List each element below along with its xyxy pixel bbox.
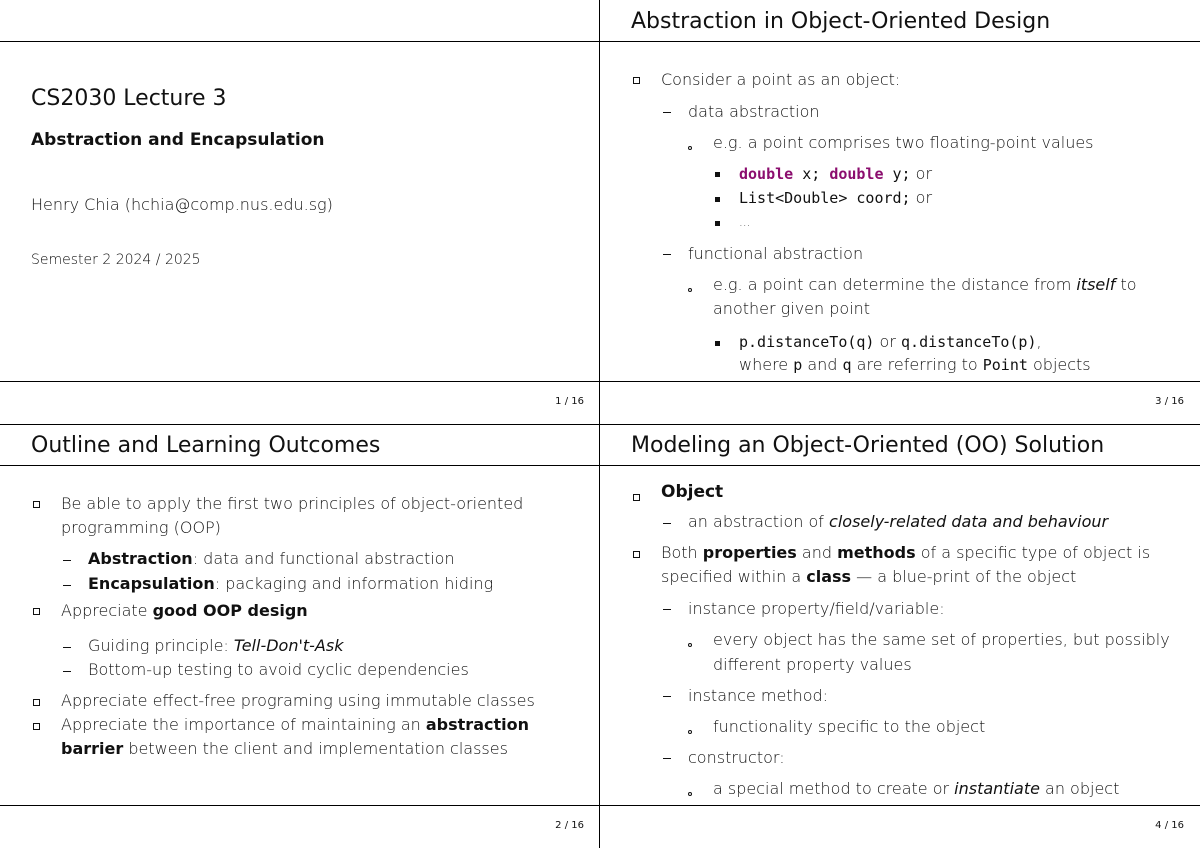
slide-4 bbox=[600, 424, 1200, 848]
code-line: where p and q are referring to Point objects bbox=[739, 355, 1091, 374]
sub-bullet-text: data abstraction bbox=[688, 102, 820, 121]
square-bullet-icon bbox=[633, 494, 640, 501]
square-filled-bullet-icon bbox=[715, 221, 720, 226]
square-bullet-icon bbox=[33, 501, 40, 508]
sub-sub-bullet-text: every object has the same set of properties, but possibly bbox=[713, 630, 1170, 649]
sub-bullet-text: an abstraction of closely-related data and behaviour bbox=[688, 512, 1109, 531]
sub-bullet-text: constructor: bbox=[688, 748, 785, 767]
page-number: 1 / 16 bbox=[555, 396, 584, 407]
sub-sub-bullet-text: another given point bbox=[713, 299, 871, 318]
page-number: 3 / 16 bbox=[1155, 396, 1184, 407]
sub-sub-bullet-text: e.g. a point can determine the distance from itself to bbox=[713, 275, 1137, 294]
code-line: p.distanceTo(q) or q.distanceTo(p), bbox=[739, 332, 1042, 351]
lecture-title: CS2030 Lecture 3 bbox=[31, 86, 227, 111]
dash-bullet-icon bbox=[663, 523, 671, 524]
sub-sub-bullet-text: functionality specific to the object bbox=[713, 717, 986, 736]
circle-bullet-icon bbox=[688, 146, 692, 150]
bullet-text: Both properties and methods of a specific type of object is bbox=[661, 543, 1151, 562]
bullet-text: Appreciate the importance of maintaining an abstraction bbox=[61, 715, 529, 734]
page-number: 2 / 16 bbox=[555, 820, 584, 831]
semester: Semester 2 2024 / 2025 bbox=[31, 252, 201, 268]
slide-title: Abstraction in Object-Oriented Design bbox=[631, 9, 1051, 34]
bullet-text: Be able to apply the first two principles of object-oriented bbox=[61, 494, 524, 513]
slide-title: Outline and Learning Outcomes bbox=[31, 433, 381, 458]
page-number: 4 / 16 bbox=[1155, 820, 1184, 831]
slide-title: Modeling an Object-Oriented (OO) Solution bbox=[631, 433, 1105, 458]
square-filled-bullet-icon bbox=[715, 341, 720, 346]
bullet-text: Appreciate good OOP design bbox=[61, 601, 308, 620]
bullet-text: programming (OOP) bbox=[61, 518, 221, 537]
sub-sub-bullet-text: a special method to create or instantiate an object bbox=[713, 779, 1120, 798]
circle-bullet-icon bbox=[688, 792, 692, 796]
square-filled-bullet-icon bbox=[715, 197, 720, 202]
lecture-subtitle: Abstraction and Encapsulation bbox=[31, 130, 325, 150]
dash-bullet-icon bbox=[63, 671, 71, 672]
sub-bullet-text: instance property/field/variable: bbox=[688, 599, 945, 618]
dash-bullet-icon bbox=[663, 112, 671, 113]
ellipsis-text: ... bbox=[739, 215, 751, 229]
sub-bullet-text: Encapsulation: packaging and information hiding bbox=[88, 574, 494, 593]
slide-1 bbox=[0, 0, 600, 424]
circle-bullet-icon bbox=[688, 643, 692, 647]
square-bullet-icon bbox=[633, 551, 640, 558]
sub-sub-bullet-text: different property values bbox=[713, 655, 912, 674]
bullet-text: barrier between the client and implementation classes bbox=[61, 739, 508, 758]
circle-bullet-icon bbox=[688, 730, 692, 734]
sub-bullet-text: Bottom-up testing to avoid cyclic dependencies bbox=[88, 660, 469, 679]
author: Henry Chia (hchia@comp.nus.edu.sg) bbox=[31, 195, 333, 214]
sub-bullet-text: Guiding principle: Tell-Don't-Ask bbox=[88, 636, 344, 655]
bullet-text: specified within a class — a blue-print of the object bbox=[661, 567, 1077, 586]
sub-sub-bullet-text: e.g. a point comprises two floating-point values bbox=[713, 133, 1094, 152]
sub-bullet-text: Abstraction: data and functional abstraction bbox=[88, 549, 455, 568]
square-bullet-icon bbox=[33, 699, 40, 706]
dash-bullet-icon bbox=[63, 647, 71, 648]
square-filled-bullet-icon bbox=[715, 172, 720, 177]
dash-bullet-icon bbox=[63, 560, 71, 561]
dash-bullet-icon bbox=[663, 609, 671, 610]
bullet-text: Consider a point as an object: bbox=[661, 70, 901, 89]
dash-bullet-icon bbox=[663, 254, 671, 255]
dash-bullet-icon bbox=[663, 758, 671, 759]
dash-bullet-icon bbox=[63, 585, 71, 586]
sub-bullet-text: instance method: bbox=[688, 686, 829, 705]
circle-bullet-icon bbox=[688, 288, 692, 292]
square-bullet-icon bbox=[33, 723, 40, 730]
code-line: double x; double y; or bbox=[739, 164, 933, 183]
sub-bullet-text: functional abstraction bbox=[688, 244, 864, 263]
square-bullet-icon bbox=[33, 608, 40, 615]
bullet-text: Appreciate effect-free programing using immutable classes bbox=[61, 691, 535, 710]
slide-3 bbox=[600, 0, 1200, 424]
bullet-text: Object bbox=[661, 482, 724, 502]
code-line: List<Double> coord; or bbox=[739, 188, 933, 207]
dash-bullet-icon bbox=[663, 696, 671, 697]
slide-2 bbox=[0, 424, 600, 848]
square-bullet-icon bbox=[633, 77, 640, 84]
